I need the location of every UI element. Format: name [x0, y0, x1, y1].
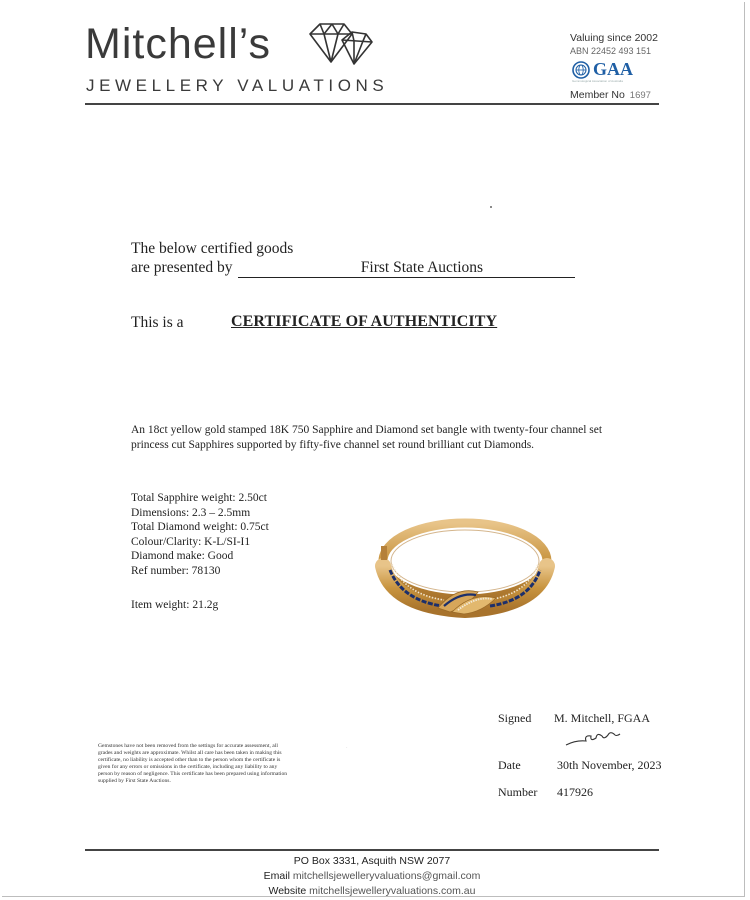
gaa-globe-icon — [572, 61, 590, 79]
gaa-logo-text: GAA — [593, 59, 633, 79]
intro-text — [131, 239, 575, 278]
presented-by-label: are presented by — [131, 259, 233, 276]
signed-label: Signed — [498, 711, 532, 725]
item-specs — [131, 491, 269, 579]
gaa-tagline: Gemmological Association of Australia — [572, 79, 623, 83]
number-value: 417926 — [557, 785, 593, 799]
footer-divider — [85, 849, 659, 851]
signature-mark — [564, 728, 622, 750]
member-label: Member No — [570, 89, 625, 101]
number-label: Number — [498, 785, 538, 799]
date-value: 30th November, 2023 — [557, 758, 662, 772]
spec-colour-clarity: Colour/Clarity: K-L/SI-I1 — [131, 535, 251, 548]
logo-title: Mitchell’s — [85, 20, 272, 68]
footer-website — [2, 885, 742, 897]
intro-line-2 — [131, 258, 575, 278]
this-is-label: This is a — [131, 314, 184, 331]
abn-number: ABN 22452 493 151 — [570, 46, 652, 56]
faint-mark: · — [346, 746, 348, 751]
presenter-name: First State Auctions — [238, 258, 575, 278]
email-label: Email — [263, 870, 290, 882]
email-link[interactable]: mitchellsjewelleryvaluations@gmail.com — [292, 870, 481, 882]
footer-email — [2, 870, 742, 882]
logo-subtitle: JEWELLERY VALUATIONS — [86, 76, 389, 95]
spec-diamond-weight: Total Diamond weight: 0.75ct — [131, 521, 269, 534]
footer-address: PO Box 3331, Asquith NSW 2077 — [293, 855, 451, 867]
spec-ref-number: Ref number: 78130 — [131, 564, 221, 577]
intro-line-1: The below certified goods — [131, 240, 294, 257]
header-divider — [85, 103, 659, 105]
member-number — [570, 89, 651, 101]
speck — [490, 206, 492, 208]
disclaimer: Gemstones have not been removed from the settings for accurate assessment, all grades and weights are approximate. Whilst all care has been taken in making this certificate, no liability is accepted other than to the person whom the certificate is given for any errors or omissions in the certificate, including any liability to any person by reason of negligence. This certificate has been prepared using information supplied by First State Auctions. — [98, 743, 288, 784]
valuing-since: Valuing since 2002 — [570, 32, 658, 44]
bangle-photo — [372, 506, 558, 626]
item-description: An 18ct yellow gold stamped 18K 750 Sapphire and Diamond set bangle with twenty-four channel set princess cut Sapphires supported by fifty-five channel set round brilliant cut Diamonds. — [131, 424, 603, 451]
header-info — [570, 32, 658, 56]
diamond-logo-icon — [308, 22, 374, 66]
gaa-logo — [572, 59, 633, 80]
item-weight: Item weight: 21.2g — [131, 599, 219, 611]
member-value: 1697 — [629, 90, 651, 101]
spec-dimensions: Dimensions: 2.3 – 2.5mm — [131, 506, 251, 519]
spec-diamond-make: Diamond make: Good — [131, 550, 234, 563]
certificate-page — [2, 2, 745, 897]
signed-value: M. Mitchell, FGAA — [554, 711, 650, 725]
website-label: Website — [268, 885, 307, 897]
spec-sapphire-weight: Total Sapphire weight: 2.50ct — [131, 492, 267, 504]
certificate-title: CERTIFICATE OF AUTHENTICITY — [231, 313, 498, 330]
date-label: Date — [498, 758, 521, 772]
website-link[interactable]: mitchellsjewelleryvaluations.com.au — [309, 885, 476, 897]
